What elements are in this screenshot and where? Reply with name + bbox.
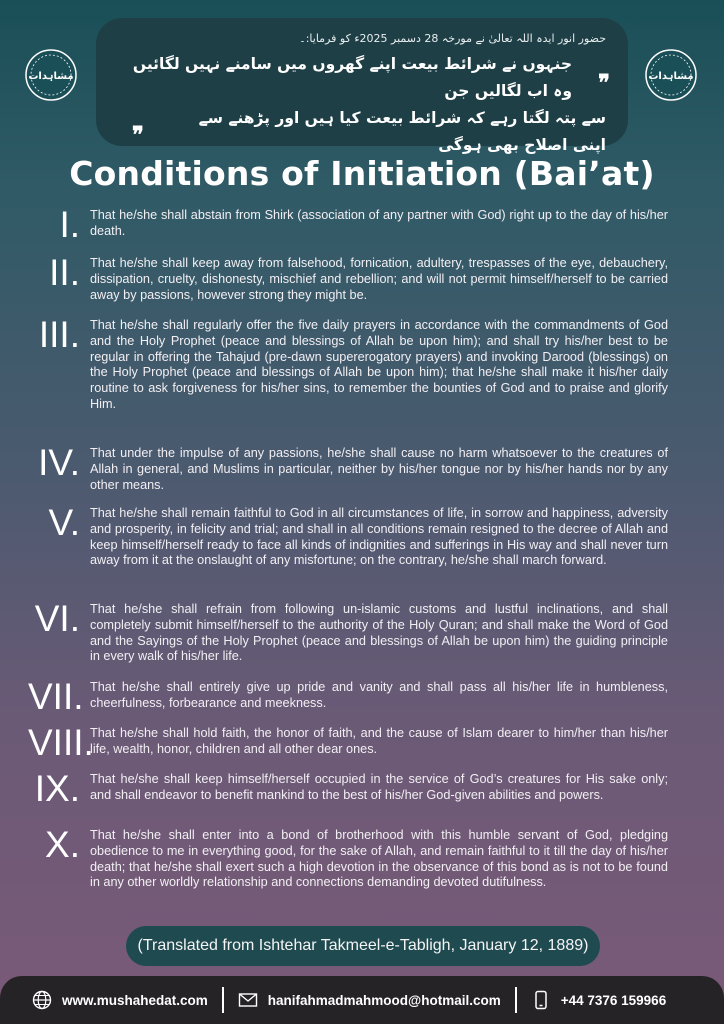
mushahedat-logo-right: [644, 48, 698, 102]
condition-text: That he/she shall regularly offer the five daily prayers in accordance with the commandments of God and the Holy Prophet (peace and blessings of Allah be upon him); and shall try his/her best to be regular in offering the Tahajud (pre-dawn supererogatory prayers) and invoking Darood (blessings) on the Holy Prophet (peace and blessings of Allah be upon him); that he/she shall make it his/her daily routine to ask forgiveness for his/her sins, to remember the bounties of God and to praise and glorify Him.: [90, 318, 668, 411]
close-quote-mark: ❞: [132, 122, 144, 148]
condition-numeral: I.: [59, 204, 80, 245]
condition-numeral: VIII.: [28, 722, 94, 763]
condition-text: That under the impulse of any passions, he/she shall cause no harm whatsoever to the creatures of Allah in general, and Muslims in particular, neither by his/her tongue nor by his/her hands nor by any other means.: [90, 446, 668, 492]
mushahedat-logo-left: [24, 48, 78, 102]
logo-text-left: مشاہدات: [28, 71, 74, 82]
footer-divider: [515, 987, 517, 1013]
translation-source-note: (Translated from Ishtehar Takmeel-e-Tabligh, January 12, 1889): [126, 926, 600, 966]
condition-numeral: IX.: [34, 768, 80, 809]
banner-intro: حضور انور ایدہ اللہ تعالیٰ نے مورخہ 28 دسمبر 2025ء کو فرمایا:۔: [299, 32, 606, 45]
email-text: hanifahmadmahmood@hotmail.com: [267, 992, 501, 1008]
banner-quote-line-1: جنہوں نے شرائط بیعت اپنے گھروں میں سامنے نہیں لگائیں وہ اب لگالیں جن: [132, 55, 572, 100]
condition-9: [28, 768, 668, 809]
phone-link[interactable]: [531, 990, 666, 1010]
condition-numeral: III.: [38, 314, 80, 355]
urdu-quote-banner: [96, 18, 628, 154]
envelope-icon: [238, 990, 258, 1010]
contact-footer: [0, 976, 724, 1024]
condition-8: [28, 722, 668, 763]
condition-numeral: IV.: [38, 442, 80, 483]
condition-text: That he/she shall refrain from following un-islamic customs and lustful inclinations, and shall completely submit himself/herself to the authority of the Holy Quran; and shall make the Word of God and the Sayings of the Holy Prophet (peace and blessings of Allah be upon him) the guiding principle in every walk of his/her life.: [90, 602, 668, 664]
condition-6: [28, 598, 668, 665]
condition-7: [28, 676, 668, 717]
condition-numeral: V.: [48, 502, 80, 543]
condition-text: That he/she shall keep himself/herself occupied in the service of God’s creatures for His sake only; and shall endeavor to benefit mankind to the best of his/her God-given abilities and powers.: [90, 772, 668, 802]
logo-text-right: مشاہدات: [648, 71, 694, 82]
footer-divider: [222, 987, 224, 1013]
mobile-phone-icon: [531, 990, 551, 1010]
page-title: Conditions of Initiation (Bai’at): [69, 154, 655, 193]
condition-text: That he/she shall keep away from falsehood, fornication, adultery, trespasses of the eye, debauchery, dissipation, cruelty, dishonesty, mischief and rebellion; and will not permit himself/herself to be carried away by passions, however strong they might be.: [90, 256, 668, 302]
condition-text: That he/she shall hold faith, the honor of faith, and the cause of Islam dearer to him/her than his/her life, wealth, honor, children and all other dear ones.: [90, 726, 668, 756]
condition-text: That he/she shall abstain from Shirk (association of any partner with God) right up to the day of his/her death.: [90, 208, 668, 238]
condition-3: [28, 314, 668, 413]
condition-numeral: VI.: [34, 598, 80, 639]
condition-numeral: VII.: [28, 676, 84, 717]
email-link[interactable]: [238, 990, 501, 1010]
condition-numeral: II.: [49, 252, 80, 293]
open-quote-mark: ❞: [598, 70, 610, 96]
globe-icon: [32, 990, 52, 1010]
website-text: www.mushahedat.com: [62, 992, 208, 1008]
condition-1: [28, 204, 668, 245]
website-link[interactable]: [32, 990, 208, 1010]
banner-quote-line-2: سے پتہ لگتا رہے کہ شرائط بیعت کیا ہیں اور پڑھنے سے اپنی اصلاح بھی ہوگی: [198, 109, 606, 154]
condition-text: That he/she shall entirely give up pride and vanity and shall pass all his/her life in humbleness, cheerfulness, forbearance and meekness.: [90, 680, 668, 710]
condition-text: That he/she shall remain faithful to God in all circumstances of life, in sorrow and happiness, adversity and prosperity, in felicity and trial; and shall in all conditions remain resigned to the decree of Allah and keep himself/herself ready to face all kinds of indignities and sufferings in His way and shall never turn away from it at the onslaught of any misfortune; on the contrary, he/she shall march forward.: [90, 506, 668, 568]
condition-2: [28, 252, 668, 303]
condition-numeral: X.: [45, 824, 80, 865]
phone-text: +44 7376 159966: [560, 992, 667, 1008]
condition-text: That he/she shall enter into a bond of brotherhood with this humble servant of God, pledging obedience to me in everything good, for the sake of Allah, and remain faithful to it till the day of his/her death; that he/she shall exert such a high devotion in the observance of this bond as is not to be found in any other worldly relationship and connections demanding devoted dutifulness.: [90, 828, 668, 890]
condition-10: [28, 824, 668, 891]
condition-4: [28, 442, 668, 493]
banner-quote: [118, 51, 606, 159]
condition-5: [28, 502, 668, 569]
